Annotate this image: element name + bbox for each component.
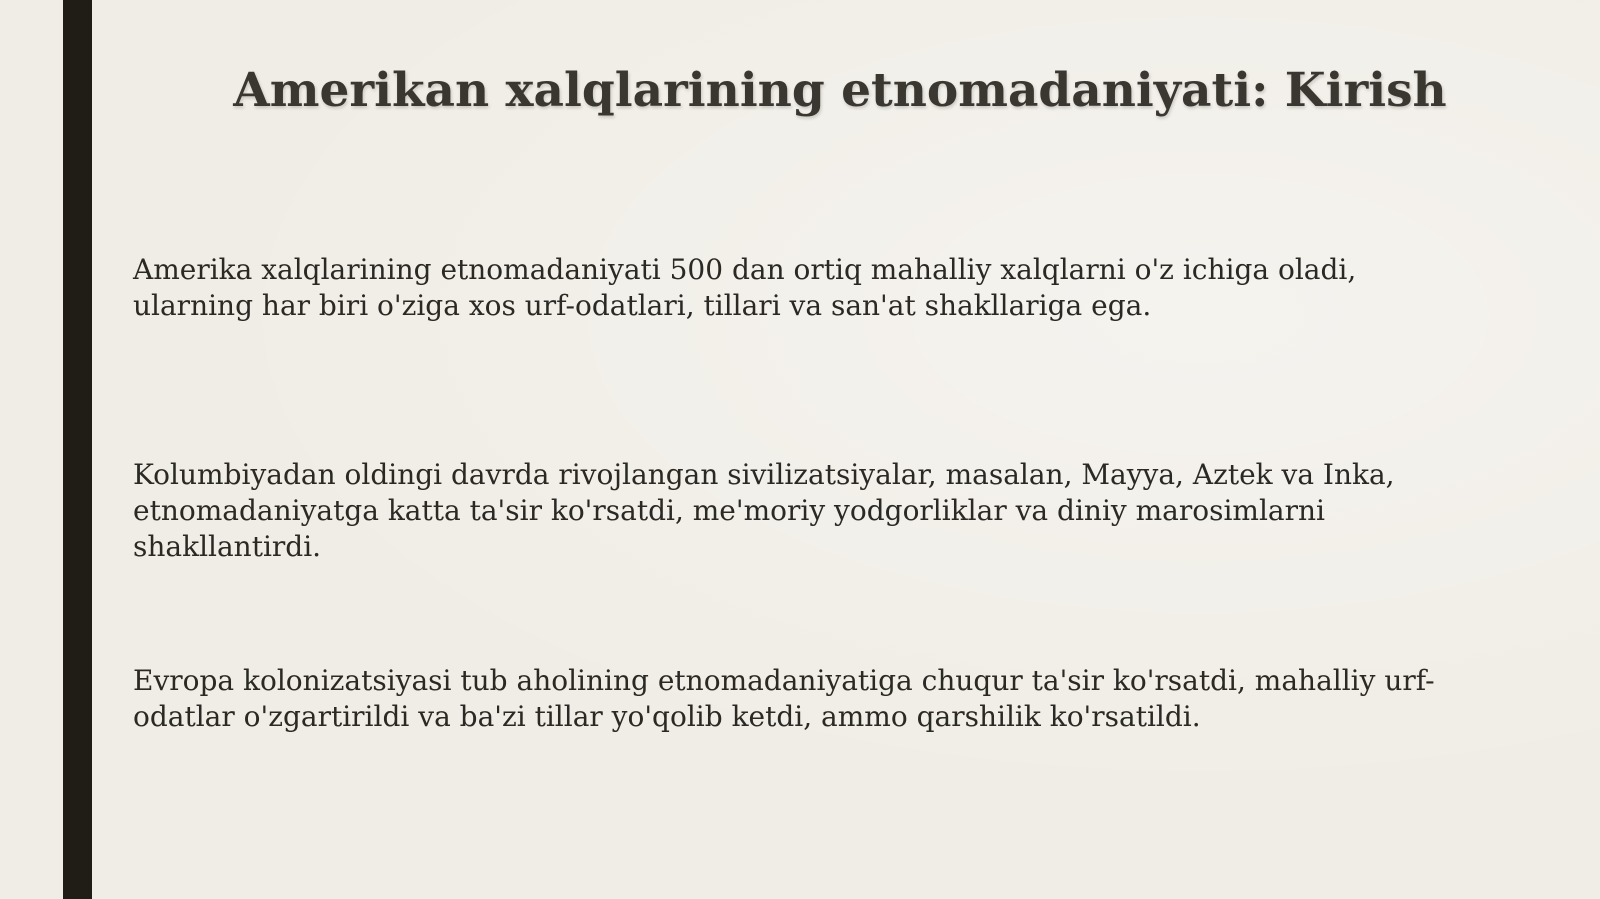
paragraph-european-colonization: Evropa kolonizatsiyasi tub aholining etnomadaniyatiga chuqur ta'sir ko'rsatdi, mahalliy urf-odatlar o'zgartirildi va ba'zi tillar yo'qolib ketdi, ammo qarshilik ko'rsatildi.	[133, 664, 1435, 733]
slide-title: Amerikan xalqlarining etnomadaniyati: Kirish	[233, 63, 1447, 118]
left-accent-bar	[63, 0, 92, 899]
paragraph-native-peoples: Amerika xalqlarining etnomadaniyati 500 dan ortiq mahalliy xalqlarni o'z ichiga oladi, ularning har biri o'ziga xos urf-odatlari, tillari va san'at shakllariga ega.	[133, 253, 1357, 322]
paragraph-pre-columbian-civilizations: Kolumbiyadan oldingi davrda rivojlangan sivilizatsiyalar, masalan, Mayya, Aztek va Inka, etnomadaniyatga katta ta'sir ko'rsatdi, me'moriy yodgorliklar va diniy marosimlarni shakllantirdi.	[133, 458, 1395, 563]
